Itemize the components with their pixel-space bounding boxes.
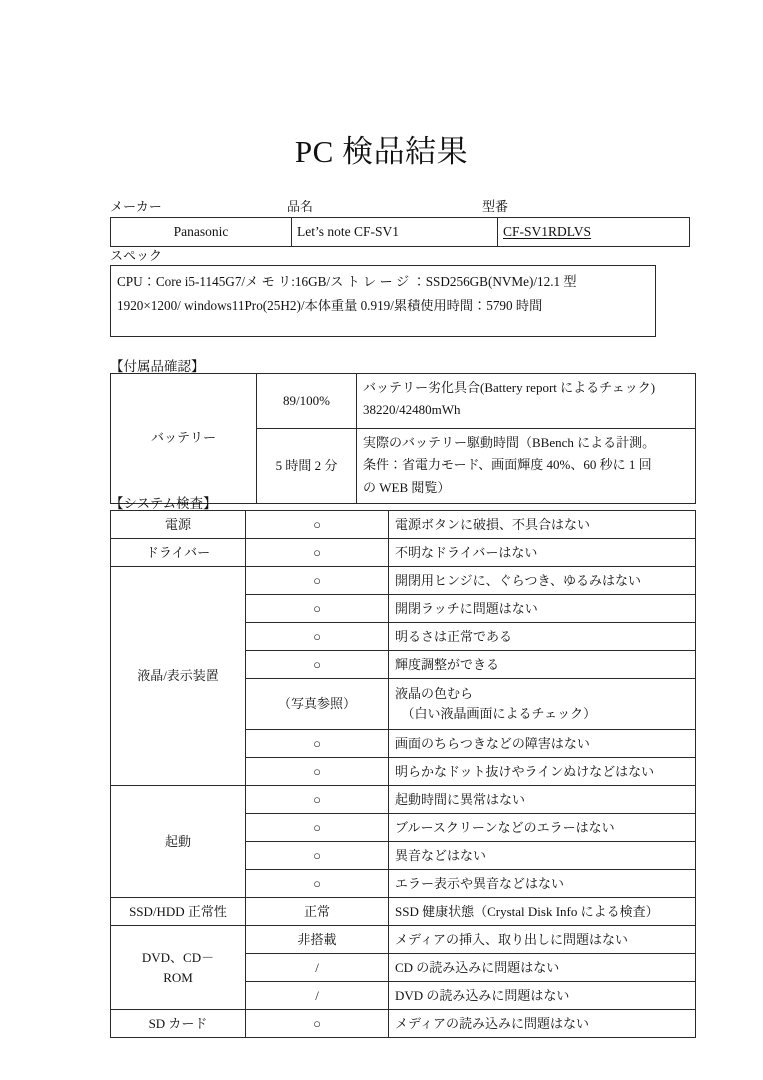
header-column-labels bbox=[110, 196, 656, 216]
cell-check-mark: ○ bbox=[246, 730, 389, 758]
cell-check-mark: ○ bbox=[246, 539, 389, 567]
battery-runtime-note-line-2: 条件：省電力モード、画面輝度 40%、60 秒に 1 回 bbox=[363, 457, 652, 473]
cell-category: ドライバー bbox=[111, 539, 246, 567]
cell-check-mark: ○ bbox=[246, 511, 389, 539]
battery-runtime-note-line-3: の WEB 閲覧） bbox=[363, 479, 451, 495]
table-row bbox=[111, 539, 696, 567]
table-row bbox=[111, 786, 696, 814]
cell-description: 輝度調整ができる bbox=[389, 651, 696, 679]
category-line-1: DVD、CD－ bbox=[141, 949, 215, 965]
cell-check-mark: ○ bbox=[246, 1010, 389, 1038]
label-spec: スペック bbox=[110, 248, 163, 263]
cell-description: 異音などはない bbox=[389, 842, 696, 870]
battery-health-note-line-2: 38220/42480mWh bbox=[363, 402, 461, 418]
cell-battery-health-note bbox=[357, 374, 696, 429]
cell-description: DVD の読み込みに問題はない bbox=[389, 982, 696, 1010]
page-title: PC 検品結果 bbox=[294, 134, 469, 169]
cell-description: 開閉ラッチに問題はない bbox=[389, 595, 696, 623]
cell-description: 電源ボタンに破損、不具合はない bbox=[389, 511, 696, 539]
cell-check-mark: ○ bbox=[246, 870, 389, 898]
cell-check-mark: 正常 bbox=[246, 898, 389, 926]
table-row bbox=[111, 218, 690, 247]
cell-category bbox=[111, 926, 246, 1010]
system-inspection-table bbox=[110, 510, 696, 1038]
cell-battery-category: バッテリー bbox=[111, 374, 257, 504]
heading-accessories: 【付属品確認】 bbox=[110, 359, 205, 374]
cell-description: エラー表示や異音などはない bbox=[389, 870, 696, 898]
description-line-2: （白い液晶画面によるチェック） bbox=[395, 706, 597, 721]
label-product-name: 品名 bbox=[287, 199, 314, 214]
table-row bbox=[111, 266, 656, 337]
table-row bbox=[111, 1010, 696, 1038]
battery-health-note-line-1: バッテリー劣化具合(Battery report によるチェック) bbox=[363, 380, 656, 395]
label-model-number: 型番 bbox=[482, 199, 509, 214]
table-row bbox=[111, 511, 696, 539]
cell-description: CD の読み込みに問題はない bbox=[389, 954, 696, 982]
header-info-table bbox=[110, 217, 690, 247]
category-line-2: ROM bbox=[163, 969, 193, 985]
cell-description: 明るさは正常である bbox=[389, 623, 696, 651]
cell-check-mark: / bbox=[246, 982, 389, 1010]
cell-category: 液晶/表示装置 bbox=[111, 567, 246, 786]
cell-check-mark: ○ bbox=[246, 758, 389, 786]
label-maker: メーカー bbox=[110, 199, 162, 214]
cell-check-mark: ○ bbox=[246, 623, 389, 651]
table-row bbox=[111, 567, 696, 595]
battery-runtime-note-line-1: 実際のバッテリー駆動時間（BBench による計測。 bbox=[363, 435, 656, 450]
cell-battery-health-value: 89/100% bbox=[257, 374, 357, 429]
table-row bbox=[111, 898, 696, 926]
cell-description: 起動時間に異常はない bbox=[389, 786, 696, 814]
cell-check-mark: / bbox=[246, 954, 389, 982]
model-number-text: CF-SV1RDLVS bbox=[503, 223, 592, 239]
battery-table bbox=[110, 373, 696, 504]
cell-maker-value: Panasonic bbox=[111, 218, 292, 247]
cell-check-mark: ○ bbox=[246, 651, 389, 679]
cell-model-number-value bbox=[498, 218, 690, 247]
cell-category: 起動 bbox=[111, 786, 246, 898]
cell-check-mark: 非搭載 bbox=[246, 926, 389, 954]
cell-check-mark: ○ bbox=[246, 814, 389, 842]
cell-description bbox=[389, 679, 696, 730]
heading-system-inspection: 【システム検査】 bbox=[110, 496, 217, 511]
cell-battery-runtime-note bbox=[357, 429, 696, 504]
cell-description: メディアの読み込みに問題はない bbox=[389, 1010, 696, 1038]
cell-check-mark: ○ bbox=[246, 842, 389, 870]
cell-check-mark: （写真参照） bbox=[246, 679, 389, 730]
spec-table bbox=[110, 265, 656, 337]
cell-description: 明らかなドット抜けやラインぬけなどはない bbox=[389, 758, 696, 786]
table-row bbox=[111, 926, 696, 954]
cell-description: SSD 健康状態（Crystal Disk Info による検査） bbox=[389, 898, 696, 926]
cell-check-mark: ○ bbox=[246, 567, 389, 595]
cell-category: SD カード bbox=[111, 1010, 246, 1038]
cell-check-mark: ○ bbox=[246, 595, 389, 623]
description-line-1: 液晶の色むら bbox=[395, 686, 474, 702]
cell-description: ブルースクリーンなどのエラーはない bbox=[389, 814, 696, 842]
cell-spec-text bbox=[111, 266, 656, 337]
cell-check-mark: ○ bbox=[246, 786, 389, 814]
spec-line-2: 1920×1200/ windows11Pro(25H2)/本体重量 0.919/累積使用時間：5790 時間 bbox=[117, 297, 543, 313]
table-row bbox=[111, 374, 696, 429]
cell-description: 開閉用ヒンジに、ぐらつき、ゆるみはない bbox=[389, 567, 696, 595]
cell-description: 不明なドライバーはない bbox=[389, 539, 696, 567]
cell-category: SSD/HDD 正常性 bbox=[111, 898, 246, 926]
cell-product-name-value: Let’s note CF-SV1 bbox=[292, 218, 498, 247]
cell-description: メディアの挿入、取り出しに問題はない bbox=[389, 926, 696, 954]
spec-line-1: CPU：Core i5-1145G7/メ モ リ:16GB/ス ト レ ー ジ ：SSD256GB(NVMe)/12.1 型 bbox=[117, 274, 577, 289]
cell-description: 画面のちらつきなどの障害はない bbox=[389, 730, 696, 758]
cell-battery-runtime-value: 5 時間 2 分 bbox=[257, 429, 357, 504]
cell-category: 電源 bbox=[111, 511, 246, 539]
